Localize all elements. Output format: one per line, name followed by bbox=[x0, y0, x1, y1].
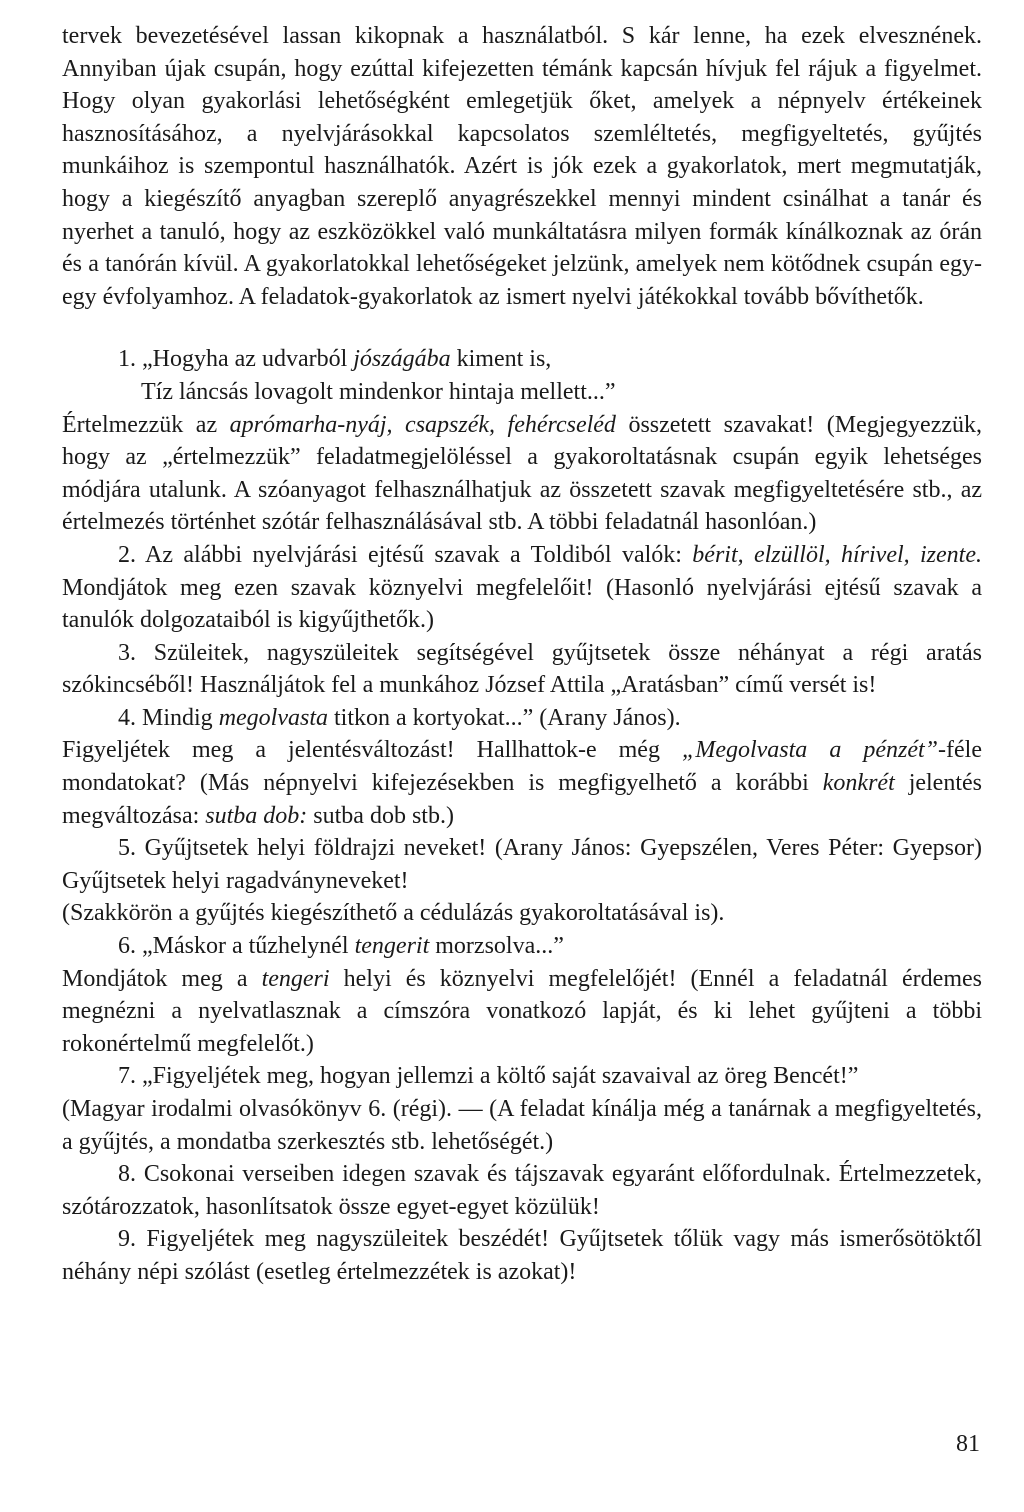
italic-run: aprómarha-nyáj, csapszék, fehércseléd bbox=[229, 411, 616, 438]
exercise-5-text bbox=[62, 897, 982, 930]
text-run: 4. Mindig bbox=[118, 704, 219, 731]
italic-run: bérit, elzüllöl, hírivel, izente. bbox=[692, 541, 982, 568]
text-run: 8. Csokonai verseiben idegen szavak és tájszavak egyaránt előfordulnak. Értelmezzetek, szótározzatok, hasonlítsatok össze egyet-egyet közülük! bbox=[62, 1161, 982, 1220]
exercise-7 bbox=[62, 1060, 982, 1093]
exercise-7-text bbox=[62, 1093, 982, 1158]
exercise-6-text bbox=[62, 963, 982, 1061]
text-run: tervek bevezetésével lassan kikopnak a használatból. S kár lenne, ha ezek elvesznének. Annyiban újak csupán, hogy ezúttal kifejezetten témánk kapcsán hívjuk fel rájuk a figyelmet. Hogy olyan gyakorlási lehetőségként emlegetjük őket, amelyek a népnyelv értékeinek hasznosításához, a nyelvjárásokkal kapcsolatos szemléltetés, megfigyeltetés, gyűjtés munkáihoz is szempontul használhatók. Azért is jók ezek a gyakorlatok, mert megmutatják, hogy a kiegészítő anyagban szereplő anyagrészekkel mennyi mindent csinálhat a tanár és nyerhet a tanuló, hogy az eszközökkel való munkáltatásra milyen formák kínálkoznak az órán és a tanórán kívül. A gyakorlatokkal lehetőségeket jelzünk, amelyek nem kötődnek csupán egy-egy évfolyamhoz. A feladatok-gyakorlatok az ismert nyelvi játékokkal tovább bővíthetők. bbox=[62, 23, 982, 310]
page-body bbox=[62, 20, 982, 1289]
italic-run: sutba dob: bbox=[205, 802, 308, 829]
text-run: 5. Gyűjtsetek helyi földrajzi neveket! (Arany János: Gyepszélen, Veres Péter: Gyepsor) Gyűjtsetek helyi ragadványneveket! bbox=[62, 835, 982, 894]
text-run: 1. „Hogyha az udvarból bbox=[118, 346, 354, 373]
text-run: Mondjátok meg ezen szavak köznyelvi megfelelőit! (Hasonló nyelvjárási ejtésű szavak a tanulók dolgozataiból is kigyűjthetők.) bbox=[62, 574, 982, 634]
text-run: titkon a kortyokat...” (Arany János). bbox=[328, 704, 681, 731]
text-run: Figyeljétek meg a jelentésváltozást! Hallhattok-e még bbox=[62, 737, 682, 764]
text-run: sutba dob stb.) bbox=[307, 802, 454, 829]
page-number: 81 bbox=[956, 1431, 980, 1457]
italic-run: megolvasta bbox=[218, 704, 328, 731]
text-run: Tíz láncsás lovagolt mindenkor hintaja mellett...” bbox=[141, 378, 616, 405]
text-run: 3. Szüleitek, nagyszüleitek segítségével gyűjtsetek össze néhányat a régi aratás szókincséből! Használjátok fel a munkához József Attila „Aratásban” című versét is! bbox=[62, 639, 982, 699]
text-run: (Magyar irodalmi olvasókönyv 6. (régi). — (A feladat kínálja még a tanárnak a megfigyeltetés, a gyűjtés, a mondatba szerkesztés stb. lehetőségét.) bbox=[62, 1096, 982, 1155]
exercise-4-text bbox=[62, 734, 982, 832]
exercise-8 bbox=[62, 1158, 982, 1223]
text-run: -féle mondatokat? (Más népnyelvi kifejezésekben is megfigyelhető a korábbi bbox=[62, 737, 982, 797]
text-run: 2. Az alábbi nyelvjárási ejtésű szavak a Toldiból valók: bbox=[118, 541, 693, 568]
text-run: Mondjátok meg a bbox=[62, 965, 262, 992]
text-run: helyi és köznyelvi megfelelőjét! (Ennél a feladatnál érdemes megnézni a nyelvatlasznak a címszóra vonatkozó lapját, és ki lehet gyűjteni a többi rokonértelmű megfelelőt.) bbox=[62, 965, 982, 1057]
text-run: 7. „Figyeljétek meg, hogyan jellemzi a költő saját szavaival az öreg Bencét!” bbox=[118, 1063, 859, 1090]
exercise-4 bbox=[62, 702, 982, 735]
exercise-1-quote-line-2 bbox=[118, 376, 982, 409]
exercise-3 bbox=[62, 637, 982, 702]
exercise-1-text bbox=[62, 409, 982, 539]
exercise-5 bbox=[62, 832, 982, 897]
italic-run: tengeri bbox=[261, 965, 330, 992]
exercise-6 bbox=[62, 930, 982, 963]
exercise-1-quote-line-1 bbox=[118, 343, 982, 376]
text-run: kiment is, bbox=[450, 346, 552, 373]
italic-run: tengerit bbox=[354, 933, 430, 960]
text-run: összetett szavakat! (Megjegyezzük, hogy az „értelmezzük” feladatmegjelöléssel a gyakoroltatásnak csupán egyik lehetséges módjára utalunk. A szóanyagot felhasználhatjuk az összetett szavak megfigyeltetésére stb., az értelmezés történhet szótár felhasználásával stb. A többi feladatnál hasonlóan.) bbox=[62, 411, 982, 536]
italic-run: jószágába bbox=[353, 346, 451, 373]
text-run: 9. Figyeljétek meg nagyszüleitek beszédét! Gyűjtsetek tőlük vagy más ismerősötöktől néhány népi szólást (esetleg értelmezzétek is azokat)! bbox=[62, 1226, 982, 1285]
text-run: jelentés megváltozása: bbox=[62, 770, 982, 829]
text-run: morzsolva...” bbox=[429, 933, 564, 960]
text-run: (Szakkörön a gyűjtés kiegészíthető a cédulázás gyakoroltatásával is). bbox=[62, 900, 725, 927]
text-run: 6. „Máskor a tűzhelynél bbox=[118, 933, 355, 960]
italic-run: konkrét bbox=[822, 770, 895, 797]
italic-run: „Megolvasta a pénzét” bbox=[681, 737, 939, 764]
exercise-9 bbox=[62, 1223, 982, 1288]
intro-paragraph bbox=[62, 20, 982, 313]
text-run: Értelmezzük az bbox=[62, 411, 230, 438]
exercise-2 bbox=[62, 539, 982, 637]
